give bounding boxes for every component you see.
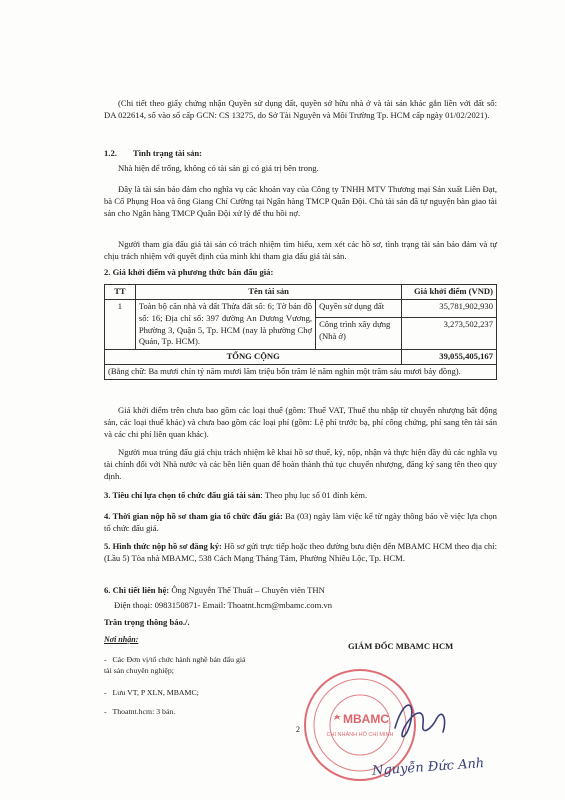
section-1-2-p2: Đây là tài sản bảo đảm cho nghĩa vụ các khoản vay của Công ty TNHH MTV Thương mại Sản xuất Liên Đạt, bà Cổ Phụng Hoa và ông Giang Chí Cường tại Ngân hàng TMCP Quân Đội. Chủ tài sản đã tự nguyện bàn giao tài sản cho Ngân hàng TMCP Quân Đội xử lý để thu hồi nợ. xyxy=(104,184,497,218)
section-5-text: Hồ sơ gửi trực tiếp hoặc theo đường bưu điện đến MBAMC HCM theo địa chỉ: (Lầu 5) Tòa nhà MBAMC, 538 Cách Mạng Tháng Tám, Phường Nhiêu Lộc, Tp. HCM. xyxy=(104,541,497,563)
section-2-p1: Giá khởi điểm trên chưa bao gồm các loại thuế (gồm: Thuế VAT, Thuế thu nhập từ chuyển nhượng bất động sản, các loại thuế khác) và chưa bao gồm các loại phí (gồm: Lệ phí trước bạ, phí công chứng, phí sang tên tài sản và các chi phí liên quan khác). xyxy=(104,405,497,439)
section-3 xyxy=(104,490,497,502)
sub-item-house-value: 3,273,502,237 xyxy=(402,317,497,349)
recipient-item: - Thoatnt.hcm: 3 bản. xyxy=(104,707,176,716)
recipient-item: - Các Đơn vị/tổ chức hành nghề bán đấu giá tài sản chuyên nghiệp; xyxy=(104,655,246,675)
total-in-words: (Bằng chữ: Ba mươi chín tỷ năm mươi lăm triệu bốn trăm lẻ năm nghìn một trăm sáu mươi bảy đồng). xyxy=(105,365,497,380)
section-3-text: : Theo phụ lục số 01 đính kèm. xyxy=(260,490,368,500)
page-number: 2 xyxy=(296,725,300,734)
seal-logo-text: MBAMC xyxy=(343,712,389,726)
signer-title: GIÁM ĐỐC MBAMC HCM xyxy=(348,641,454,651)
total-label: TỔNG CỘNG xyxy=(105,350,402,365)
section-5 xyxy=(104,541,497,565)
section-4-label: 4. Thời gian nộp hồ sơ tham gia tổ chức đấu giá: xyxy=(104,511,283,521)
closing-line: Trân trọng thông báo./. xyxy=(104,617,190,627)
header-asset-name: Tên tài sản xyxy=(135,285,402,300)
seal-branch-text: CHI NHÁNH HỒ CHÍ MINH xyxy=(326,732,394,738)
row-description: Toàn bộ căn nhà và đất Thửa đất số: 6; Tờ bản đồ số: 16; Địa chỉ số: 397 đường An Dương Vương, Phường 3, Quận 5, Tp. HCM (nay là phường Chợ Quán, Tp. HCM). xyxy=(135,299,315,349)
section-4 xyxy=(104,511,497,535)
section-2-title: 2. Giá khởi điểm và phương thức bán đấu giá: xyxy=(104,267,274,277)
contact-line: Điện thoại: 0983150871- Email: Thoatnt.hcm@mbamc.com.vn xyxy=(114,600,333,610)
section-1-2-number: 1.2. xyxy=(104,148,117,158)
total-value: 39,055,405,167 xyxy=(402,350,497,365)
sub-item-house: Công trình xây dựng (Nhà ở) xyxy=(316,317,402,349)
asset-price-table xyxy=(104,284,497,380)
signature-scribble xyxy=(385,690,465,750)
section-1-2-heading xyxy=(104,148,202,160)
section-2-p2: Người mua trúng đấu giá chịu trách nhiệm kê khai hồ sơ thuế, ký, nộp, nhận và thực hiện đầy đủ các nghĩa vụ tài chính đối với Nhà nước và các bên liên quan để hoàn thành thủ tục chuyển nhượng, đăng ký sang tên theo quy định. xyxy=(104,447,497,481)
sub-item-land-value: 35,781,902,930 xyxy=(402,299,497,317)
star-icon xyxy=(334,714,341,720)
section-1-2-p1: Nhà hiện để trống, không có tài sản gì có giá trị bên trong. xyxy=(118,163,319,173)
table-header-row xyxy=(105,285,497,300)
section-1-2-p3: Người tham gia đấu giá tài sản có trách nhiệm tìm hiểu, xem xét các hồ sơ, tình trạng tài sản bảo đảm và tự chịu trách nhiệm với quyết định của mình khi tham gia đấu giá tài sản. xyxy=(104,239,497,261)
section-6-label: 6. Chi tiết liên hệ: xyxy=(104,585,170,595)
section-1-2-title: Tình trạng tài sản: xyxy=(133,148,203,158)
intro-paragraph: (Chi tiết theo giấy chứng nhận Quyền sử dụng đất, quyền sở hữu nhà ở và tài sản khác gắn liền với đất số: DA 022614, số vào sổ cấp GCN: CS 13275, do Sở Tài Nguyên và Môi Trường Tp. HCM cấp ngày 01/02/2021). xyxy=(104,98,497,120)
recipients-title: Nơi nhận: xyxy=(104,635,139,644)
table-row xyxy=(105,299,497,317)
table-total-row xyxy=(105,350,497,365)
section-6-text: Ông Nguyễn Thế Thuất – Chuyên viên THN xyxy=(169,585,325,595)
signer-name: Nguyễn Đức Anh xyxy=(371,756,485,779)
header-tt: TT xyxy=(105,285,136,300)
header-starting-price: Giá khởi điểm (VND) xyxy=(402,285,497,300)
section-6 xyxy=(104,585,325,597)
recipient-item: - Lưu VT, P XLN, MBAMC; xyxy=(104,688,199,697)
section-5-label: 5. Hình thức nộp hồ sơ đăng ký: xyxy=(104,541,222,551)
sub-item-land: Quyền sử dụng đất xyxy=(316,299,402,317)
table-words-row xyxy=(105,365,497,380)
section-3-label: 3. Tiêu chí lựa chọn tổ chức đấu giá tài sản xyxy=(104,490,261,500)
section-4-text: Ba (03) ngày làm việc kể từ ngày thông báo về việc lựa chọn tổ chức đấu giá. xyxy=(104,511,497,533)
row-tt: 1 xyxy=(105,299,136,349)
